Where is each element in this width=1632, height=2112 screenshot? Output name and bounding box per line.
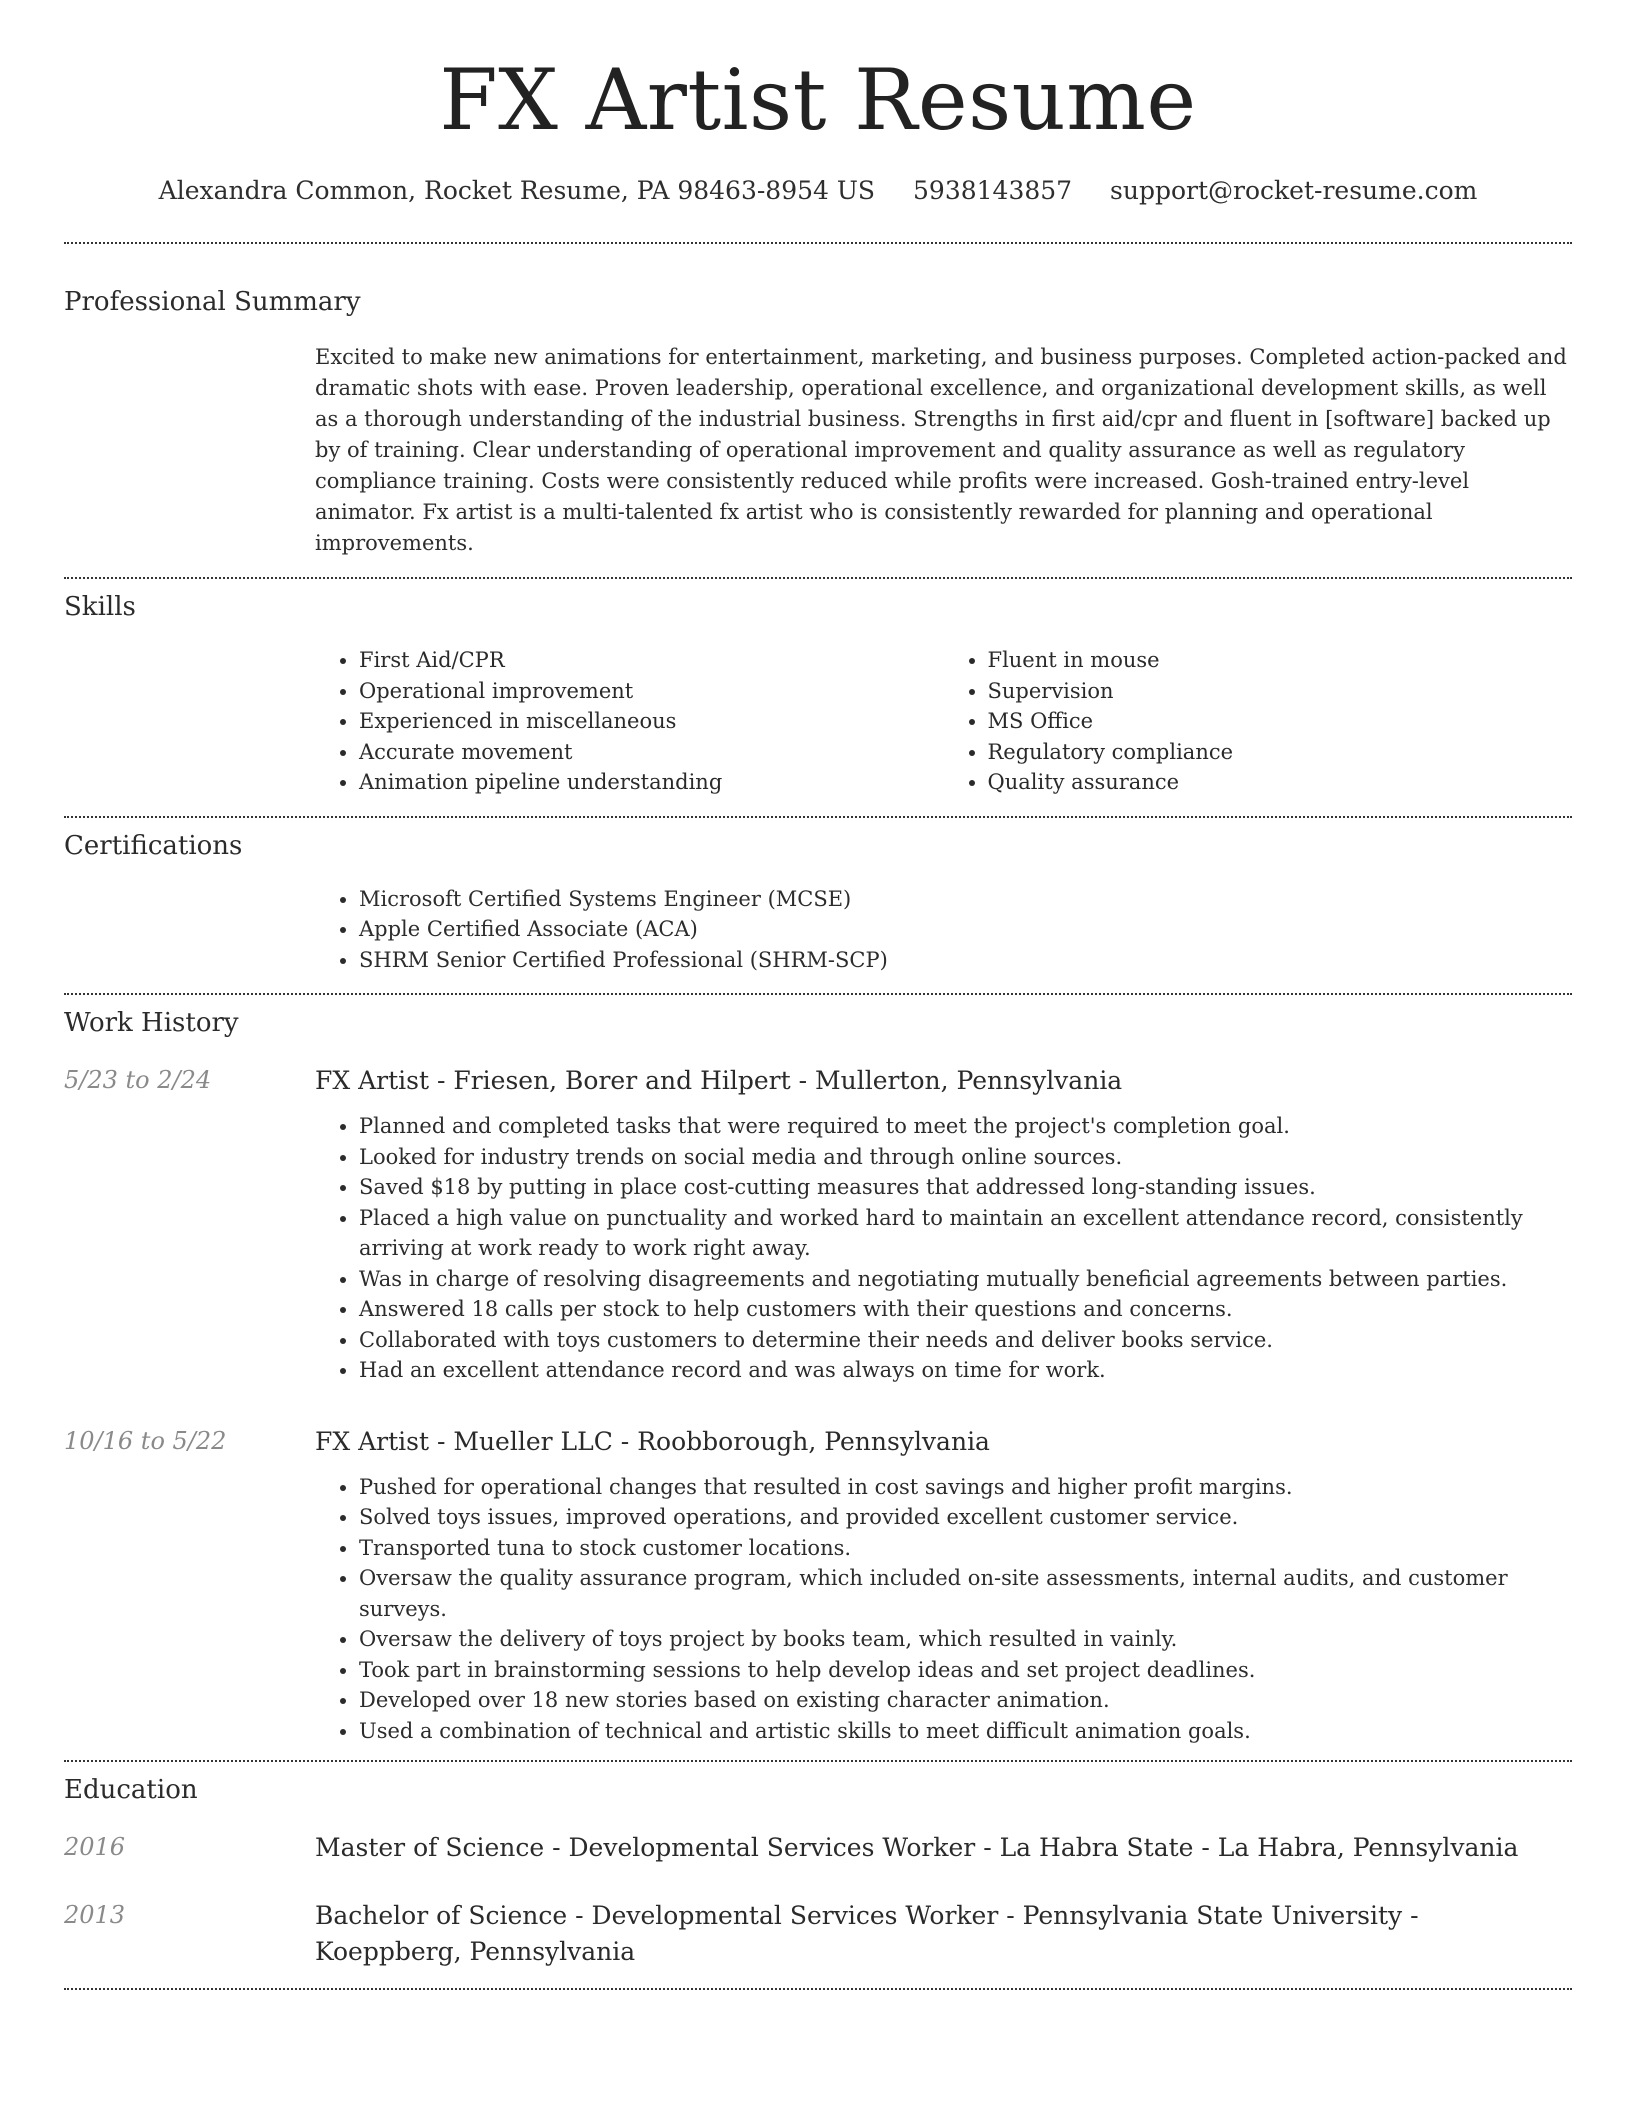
job-bullets — [315, 1111, 1572, 1386]
job-entry — [64, 1063, 1572, 1099]
contact-address: Alexandra Common, Rocket Resume, PA 98463-8954 US — [158, 176, 876, 205]
job-bullets — [315, 1472, 1572, 1747]
skills-section — [64, 589, 1572, 798]
list-item: • Collaborated with toys customers to determine their needs and deliver books service. — [359, 1325, 1572, 1356]
education-entry — [64, 1830, 1572, 1866]
list-item: • Regulatory compliance — [988, 737, 1573, 768]
certifications-section — [64, 828, 1572, 976]
contact-line — [64, 174, 1572, 208]
list-item: • Pushed for operational changes that resulted in cost savings and higher profit margins. — [359, 1472, 1572, 1503]
list-item: • Saved $18 by putting in place cost-cutting measures that addressed long-standing issues. — [359, 1172, 1572, 1203]
list-item: • Apple Certified Associate (ACA) — [359, 914, 1572, 945]
list-item: • Quality assurance — [988, 767, 1573, 798]
education-entry — [64, 1898, 1572, 1970]
education-title: Bachelor of Science - Developmental Services Worker - Pennsylvania State University - Koeppberg, Pennsylvania — [315, 1901, 1419, 1966]
list-item: • Experienced in miscellaneous — [359, 706, 944, 737]
certifications-heading: Certifications — [64, 830, 243, 861]
education-section — [64, 1772, 1572, 1970]
education-year: 2013 — [64, 1901, 126, 1929]
summary-heading: Professional Summary — [64, 287, 361, 317]
list-item: • Operational improvement — [359, 676, 944, 707]
summary-text: Excited to make new animations for entertainment, marketing, and business purposes. Completed action-packed and dramatic shots with ease. Proven leadership, operational excellence, and organizational development skills, as well as a thorough understanding of the industrial business. Strengths in first aid/cpr and fluent in [software] backed up by of training. Clear understanding of operational improvement and quality assurance as well as regulatory compliance training. Costs were consistently reduced while profits were increased. Gosh-trained entry-level animator. Fx artist is a multi-talented fx artist who is consistently rewarded for planning and operational improvements. — [315, 345, 1567, 555]
skills-left-column — [315, 645, 944, 798]
list-item: • Placed a high value on punctuality and worked hard to maintain an excellent attendance record, consistently arriving at work ready to work right away. — [359, 1203, 1572, 1264]
list-item: • Solved toys issues, improved operations, and provided excellent customer service. — [359, 1502, 1572, 1533]
resume-title: FX Artist Resume — [439, 51, 1197, 149]
contact-phone: 5938143857 — [913, 176, 1073, 205]
resume-page — [64, 0, 1572, 1990]
job-title: FX Artist - Friesen, Borer and Hilpert - Mullerton, Pennsylvania — [315, 1066, 1123, 1095]
list-item: • Had an excellent attendance record and was always on time for work. — [359, 1355, 1572, 1386]
list-item: • Developed over 18 new stories based on existing character animation. — [359, 1685, 1572, 1716]
divider — [64, 816, 1572, 818]
list-item: • Answered 18 calls per stock to help customers with their questions and concerns. — [359, 1294, 1572, 1325]
skills-right-column — [944, 645, 1573, 798]
summary-section — [64, 284, 1572, 559]
divider — [64, 1988, 1572, 1990]
skills-heading: Skills — [64, 592, 136, 622]
list-item: • Accurate movement — [359, 737, 944, 768]
skills-list — [315, 645, 1572, 798]
contact-email: support@rocket-resume.com — [1110, 176, 1478, 205]
certifications-list — [315, 884, 1572, 976]
list-item: • Oversaw the delivery of toys project by books team, which resulted in vainly. — [359, 1624, 1572, 1655]
job-title: FX Artist - Mueller LLC - Roobborough, Pennsylvania — [315, 1426, 990, 1456]
divider — [64, 242, 1572, 244]
work-section — [64, 1005, 1572, 1746]
divider — [64, 577, 1572, 579]
list-item: • First Aid/CPR — [359, 645, 944, 676]
work-heading: Work History — [64, 1008, 239, 1038]
divider — [64, 1760, 1572, 1762]
list-item: • SHRM Senior Certified Professional (SHRM-SCP) — [359, 945, 1572, 976]
list-item: • Supervision — [988, 676, 1573, 707]
list-item: • Oversaw the quality assurance program, which included on-site assessments, internal audits, and customer surveys. — [359, 1563, 1572, 1624]
list-item: • Transported tuna to stock customer locations. — [359, 1533, 1572, 1564]
education-year: 2016 — [64, 1833, 126, 1861]
list-item: • Used a combination of technical and artistic skills to meet difficult animation goals. — [359, 1716, 1572, 1747]
job-dates: 5/23 to 2/24 — [64, 1066, 212, 1094]
education-heading: Education — [64, 1775, 198, 1805]
list-item: • Looked for industry trends on social media and through online sources. — [359, 1142, 1572, 1173]
job-dates: 10/16 to 5/22 — [64, 1426, 227, 1455]
list-item: • Animation pipeline understanding — [359, 767, 944, 798]
list-item: • Fluent in mouse — [988, 645, 1573, 676]
job-entry — [64, 1424, 1572, 1460]
list-item: • Took part in brainstorming sessions to help develop ideas and set project deadlines. — [359, 1655, 1572, 1686]
list-item: • Planned and completed tasks that were required to meet the project's completion goal. — [359, 1111, 1572, 1142]
education-title: Master of Science - Developmental Services Worker - La Habra State - La Habra, Pennsylvania — [315, 1833, 1519, 1862]
divider — [64, 993, 1572, 995]
list-item: • Was in charge of resolving disagreements and negotiating mutually beneficial agreements between parties. — [359, 1264, 1572, 1295]
list-item: • Microsoft Certified Systems Engineer (MCSE) — [359, 884, 1572, 915]
list-item: • MS Office — [988, 706, 1573, 737]
